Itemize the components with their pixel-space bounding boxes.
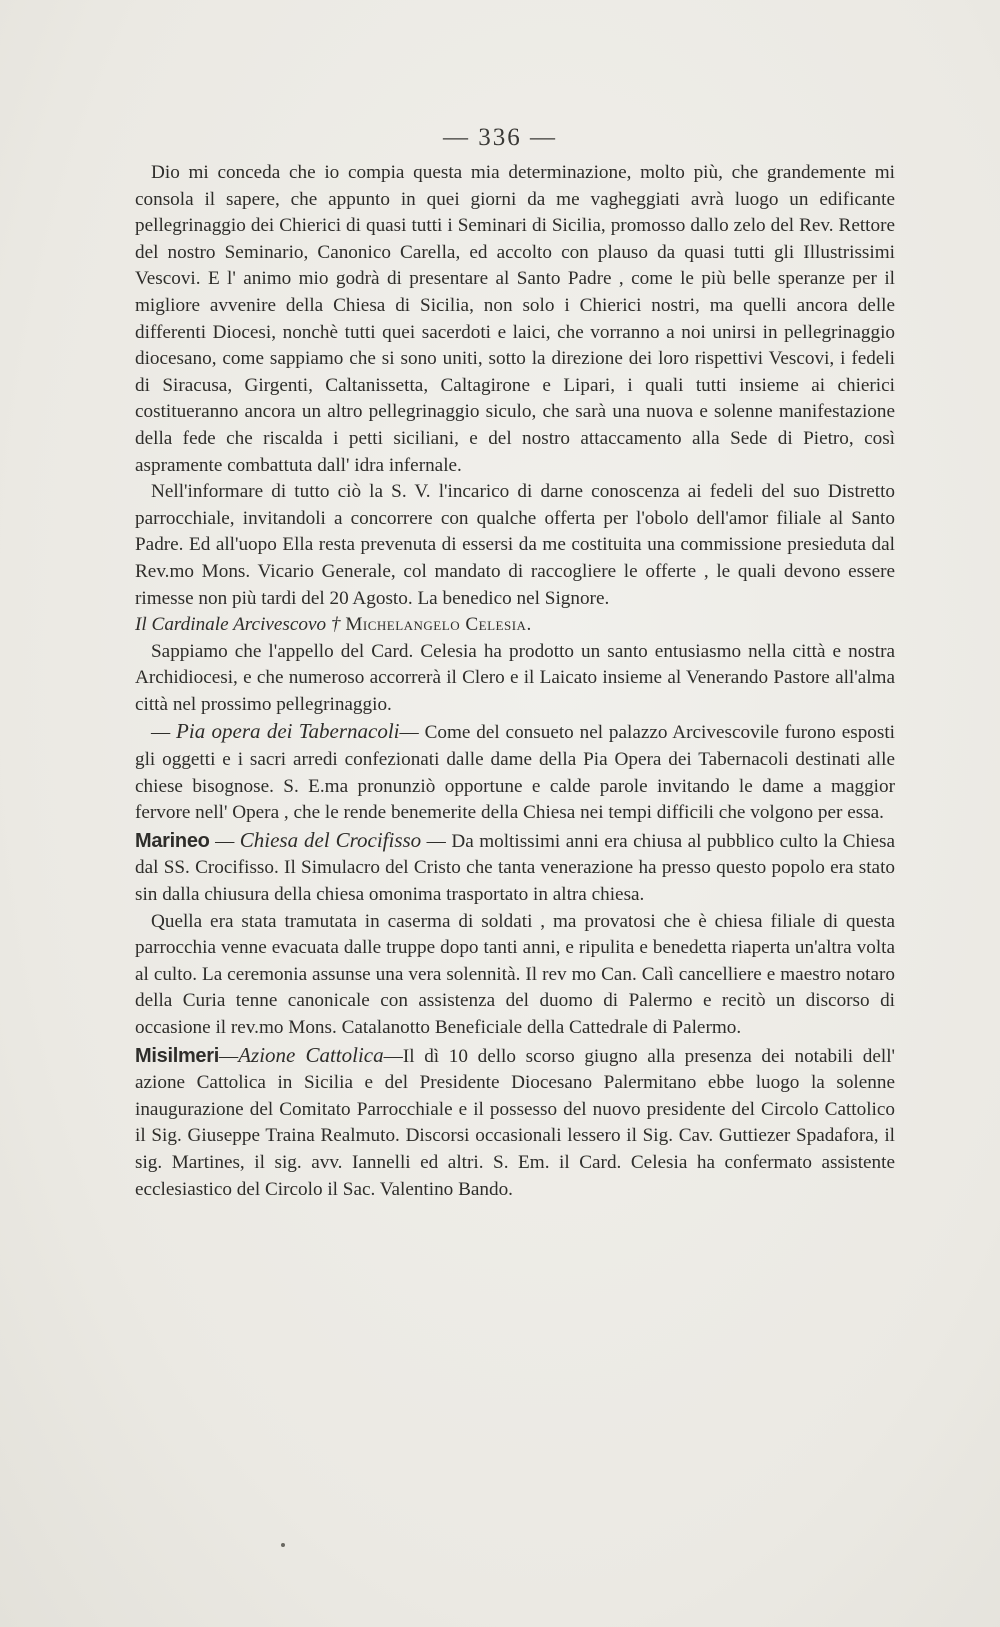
marineo-text: — Da moltissimi anni era chiusa al pubblico culto la Chiesa dal SS. Crocifisso. Il Simulacro del Cristo che tanta venerazione ha presso questo popolo era stato sin dalla chiusura della chiesa omonima trasportato in altra chiesa. (135, 830, 896, 906)
paragraph-pellegrinaggio: Dio mi conceda che io compia questa mia determinazione, molto più, che grandemente mi consola il sapere, che appunto in quei giorni da me vagheggiati avrà luogo un edificante pellegrinaggio dei Chierici di quasi tutti i Seminari di Sicilia, promosso dallo zelo del Rev. Rettore del nostro Seminario, Canonico Carella, ed accolto con plauso da quasi tutti gli Illustrissimi Vescovi. E l' animo mio godrà di presentare al Santo Padre , come le più belle speranze per il migliore avvenire della Chiesa di Sicilia, non solo i Chierici nostri, ma quelli ancora delle differenti Diocesi, nonchè tutti quei sacerdoti e laici, che vorranno a noi unirsi in pellegrinaggio diocesano, come sappiamo che si sono uniti, sotto la direzione dei loro rispettivi Vescovi, i fedeli di Siracusa, Girgenti, Caltanissetta, Caltagirone e Lipari, i quali tutti insieme ai chierici costitueranno ancora un altro pellegrinaggio siculo, che sarà una nuova e solenne manifestazione della fede che riscalda i petti siciliani, e del nostro attaccamento alla Sede di Pietro, così aspramente combattuta dall' idra infernale. (135, 162, 895, 476)
marineo-subheading: Chiesa del Crocifisso (239, 827, 422, 852)
tabernacoli-dash: — (151, 722, 177, 744)
page-number: — 336 — (443, 124, 557, 151)
marineo-heading: Marineo (135, 829, 210, 852)
signature-title: Il Cardinale Arcivescovo (135, 614, 327, 636)
misilmeri-sep: — (219, 1045, 239, 1067)
misilmeri-heading: Misilmeri (135, 1044, 219, 1067)
marineo-sep: — (209, 830, 240, 852)
misilmeri-text: —Il dì 10 dello scorso giugno alla presenza dei notabili dell' azione Cattolica in Sicilia e del Presidente Diocesano Palermitano ebbe luogo la solenne inaugurazione del Comitato Parrocchiale e il possesso del nuovo presidente del Circolo Cattolico il Sig. Giuseppe Traina Realmuto. Discorsi occasionali lessero il Sig. Cav. Guttiezer Spadafora, il sig. Martines, il sig. avv. Iannelli ed altri. S. Em. il Card. Celesia ha confermato assistente ecclesiastico del Circolo il Sac. Valentino Bando. (135, 1045, 895, 1200)
signature (135, 612, 895, 639)
misilmeri-subheading: Azione Cattolica (238, 1042, 384, 1067)
signature-name: Michelangelo Celesia. (345, 614, 532, 636)
paragraph-marineo (135, 827, 895, 909)
paragraph-obolo: Nell'informare di tutto ciò la S. V. l'incarico di darne conoscenza ai fedeli del suo Distretto parrocchiale, invitandoli a concorrere con qualche offerta per l'obolo dell'amor filiale al Santo Padre. Ed all'uopo Ella resta prevenuta di essersi da me costituita una commissione presieduta dal Rev.mo Mons. Vicario Generale, col mandato di raccogliere le offerte , le quali devono essere rimesse non più tardi del 20 Agosto. La benedico nel Signore. (135, 481, 895, 609)
paragraph-tabernacoli (135, 718, 895, 826)
paragraph-appello: Sappiamo che l'appello del Card. Celesia ha prodotto un santo entusiasmo nella città e nostra Archidiocesi, e che numeroso accorrerà il Clero e il Laicato insieme al Venerando Pastore all'alma città nel prossimo pellegrinaggio. (135, 640, 895, 715)
paragraph-caserma: Quella era stata tramutata in caserma di soldati , ma provatosi che è chiesa filiale di questa parrocchia venne evacuata dalle truppe dopo tanti anni, e ripulita e benedetta riaperta un'altra volta al culto. La ceremonia assunse una vera solennità. Il rev mo Can. Calì cancelliere e maestro notaro della Curia tenne canonicale con assistenza del duomo di Palermo e recitò un discorso di occasione il rev.mo Mons. Catalanotto Beneficiale della Cattedrale di Palermo. (135, 910, 895, 1038)
tabernacoli-heading: Pia opera dei Tabernacoli (176, 719, 400, 744)
ink-speck (281, 1543, 285, 1547)
body-text (135, 160, 895, 1203)
signature-cross: † (330, 614, 341, 636)
paragraph-misilmeri (135, 1042, 895, 1204)
tabernacoli-text: — Come del consueto nel palazzo Arcivescovile furono esposti gli oggetti e i sacri arredi confezionati dalle dame della Pia Opera dei Tabernacoli destinati alle chiese bisognose. S. E.ma pronunziò opportune e calde parole invitando le dame a maggior fervore nell' Opera , che le rende benemerite della Chiesa nei tempi difficili che volgono per essa. (135, 722, 896, 824)
